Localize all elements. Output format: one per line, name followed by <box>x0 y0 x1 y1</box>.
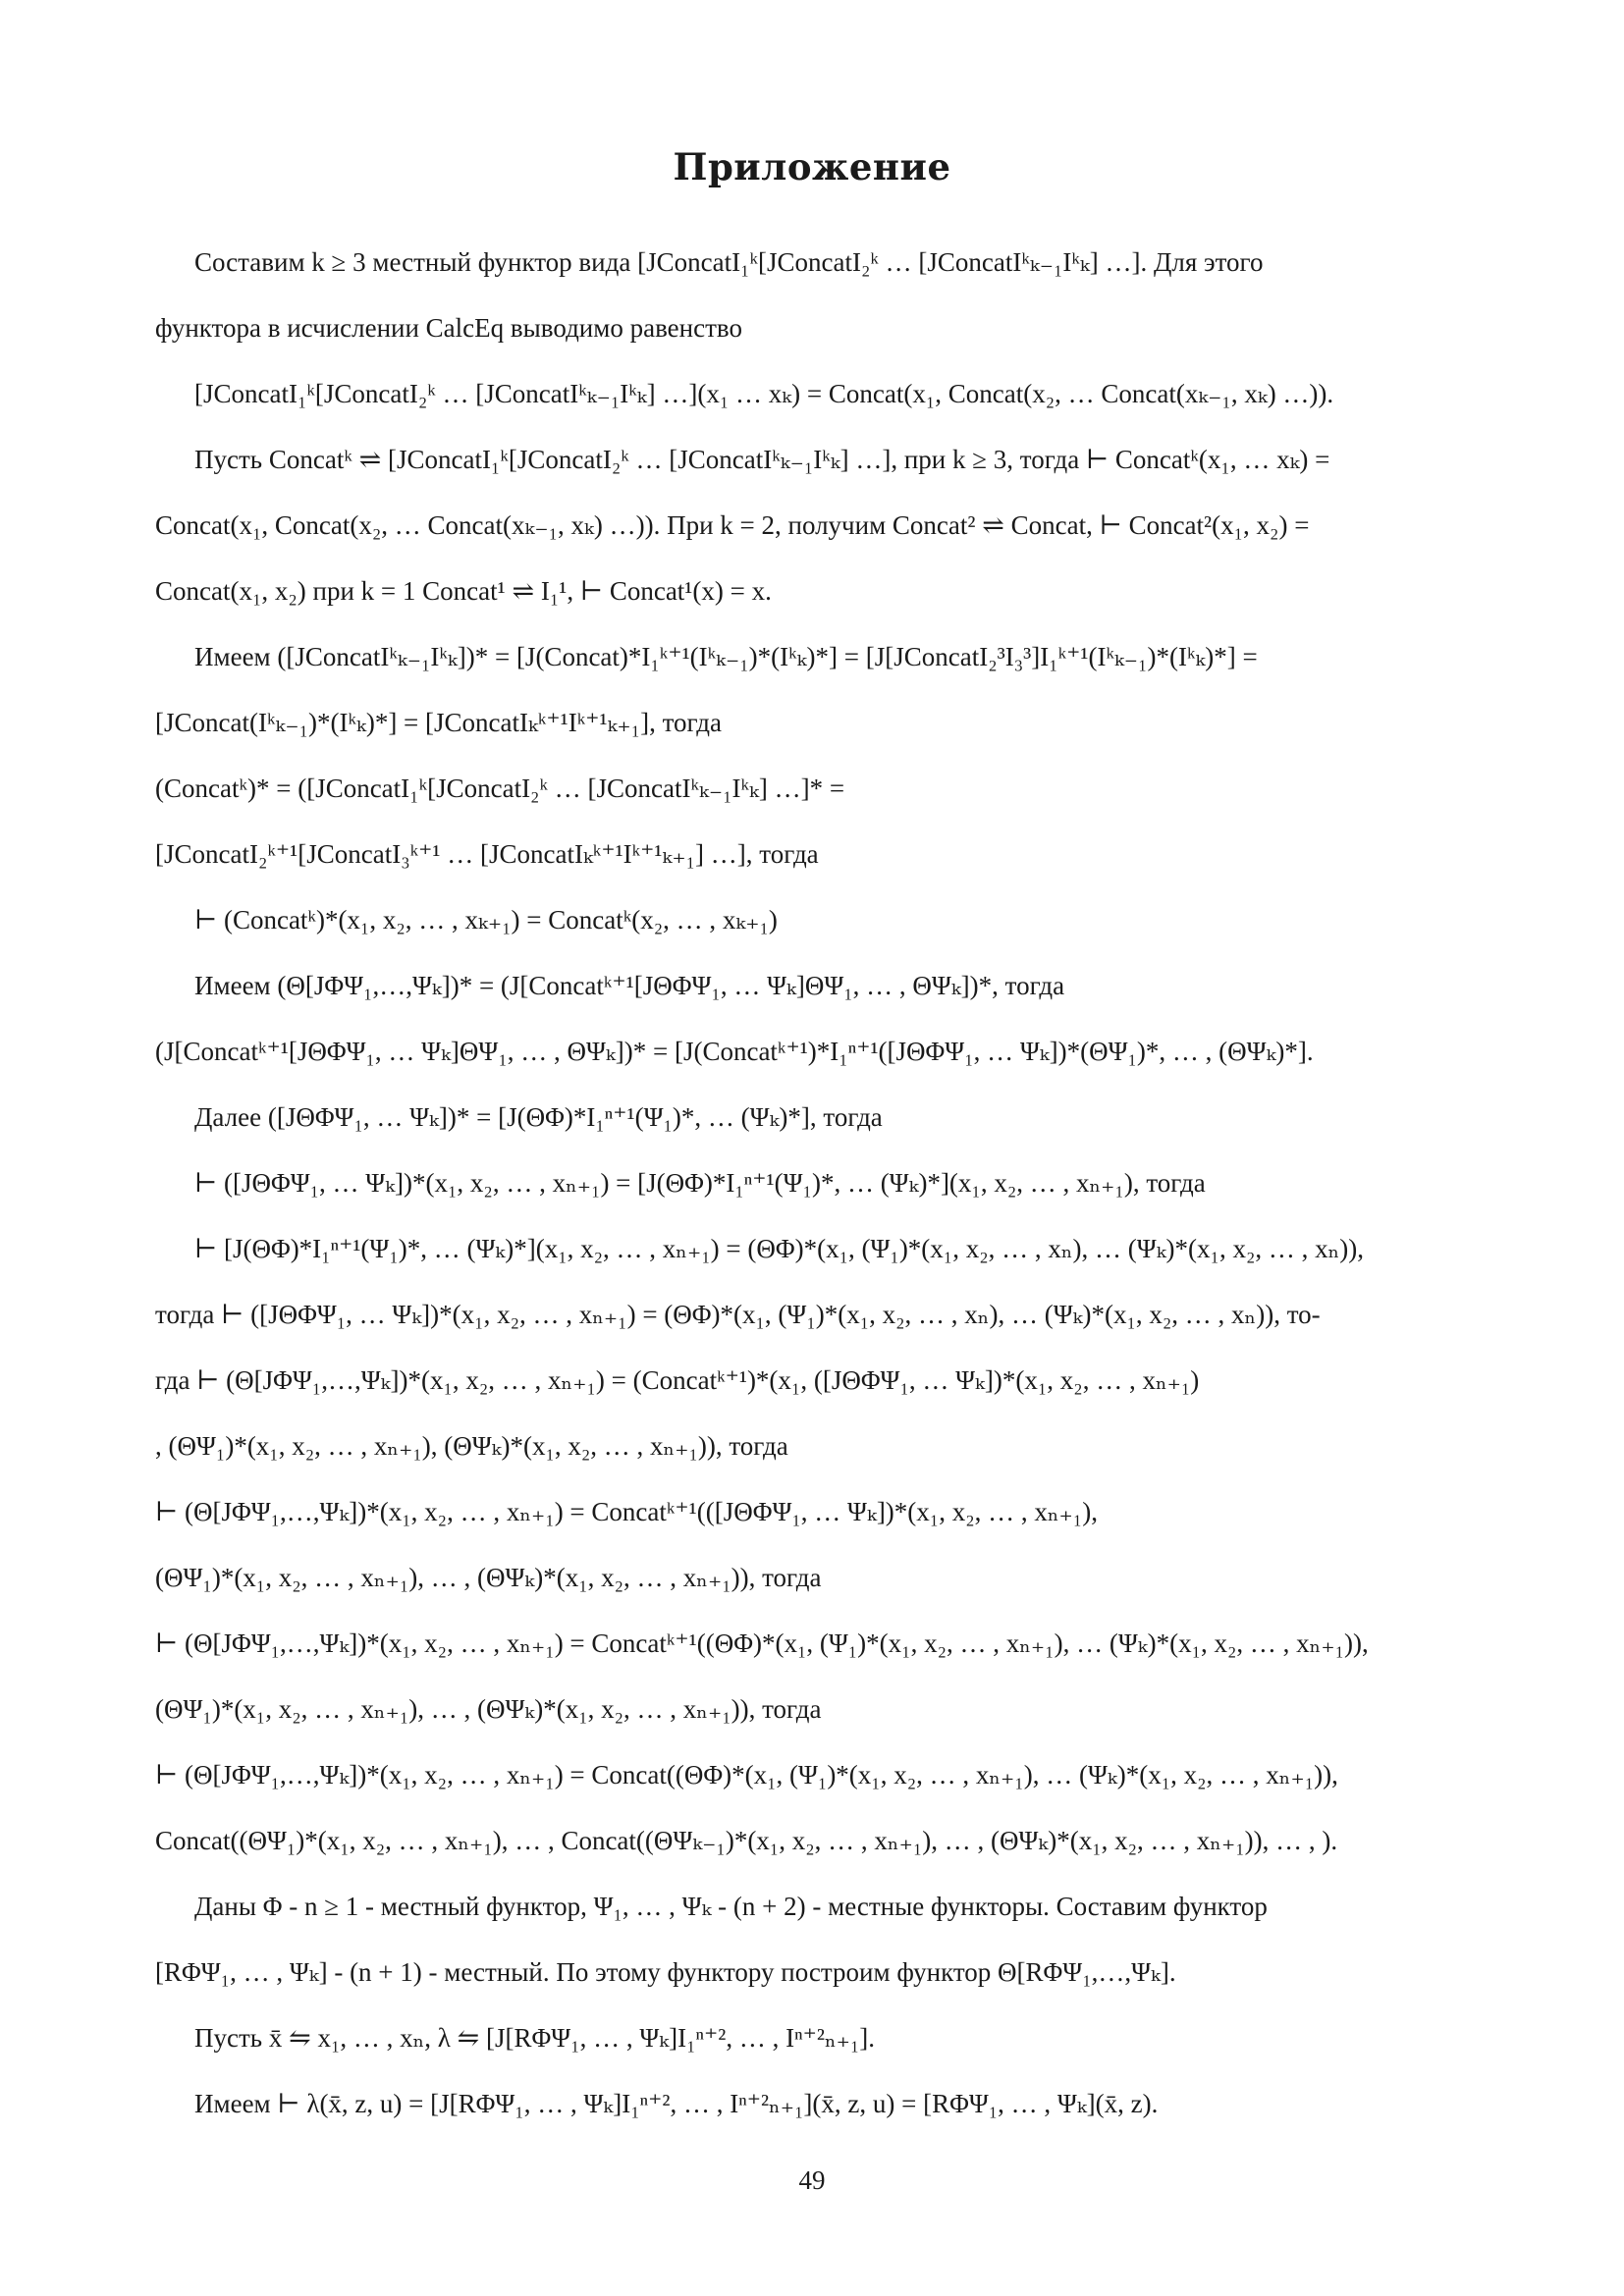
text-line: [RΦΨ₁, … , Ψₖ] - (n + 1) - местный. По этому функтору построим функтор Θ[RΦΨ₁,…,Ψₖ]. <box>155 1957 1176 1987</box>
text-line: Concat(x₁, x₂) при k = 1 Concat¹ ⇌ I₁¹, ⊢ Concat¹(x) = x. <box>155 576 772 606</box>
text-line: Имеем ⊢ λ(x̄, z, u) = [J[RΦΨ₁, … , Ψₖ]I₁ⁿ⁺², … , Iⁿ⁺²ₙ₊₁](x̄, z, u) = [RΦΨ₁, … , Ψₖ](x̄, z). <box>194 2089 1159 2118</box>
text-line: Составим k ≥ 3 местный функтор вида [JConcatI₁ᵏ[JConcatI₂ᵏ … [JConcatIᵏₖ₋₁Iᵏₖ] …]. Для этого <box>194 247 1264 277</box>
text-line: , (ΘΨ₁)*(x₁, x₂, … , xₙ₊₁), (ΘΨₖ)*(x₁, x₂, … , xₙ₊₁)), тогда <box>155 1431 788 1461</box>
text-line: Concat((ΘΨ₁)*(x₁, x₂, … , xₙ₊₁), … , Concat((ΘΨₖ₋₁)*(x₁, x₂, … , xₙ₊₁), … , (ΘΨₖ)*(x₁, x₂, … , xₙ₊₁)), … , ). <box>155 1826 1338 1855</box>
text-line: тогда ⊢ ([JΘΦΨ₁, … Ψₖ])*(x₁, x₂, … , xₙ₊₁) = (ΘΦ)*(x₁, (Ψ₁)*(x₁, x₂, … , xₙ), … (Ψₖ)*(x₁, x₂, … , xₙ)), то- <box>155 1300 1321 1329</box>
text-line: гда ⊢ (Θ[JΦΨ₁,…,Ψₖ])*(x₁, x₂, … , xₙ₊₁) = (Concatᵏ⁺¹)*(x₁, ([JΘΦΨ₁, … Ψₖ])*(x₁, x₂, … , xₙ₊₁) <box>155 1365 1200 1395</box>
text-line: [JConcatI₁ᵏ[JConcatI₂ᵏ … [JConcatIᵏₖ₋₁Iᵏₖ] …](x₁ … xₖ) = Concat(x₁, Concat(x₂, … Concat(xₖ₋₁, xₖ) …)). <box>194 379 1334 408</box>
text-line: Пусть Concatᵏ ⇌ [JConcatI₁ᵏ[JConcatI₂ᵏ … [JConcatIᵏₖ₋₁Iᵏₖ] …], при k ≥ 3, тогда ⊢ Concatᵏ(x₁, … xₖ) = <box>194 445 1330 474</box>
text-line: Имеем ([JConcatIᵏₖ₋₁Iᵏₖ])* = [J(Concat)*I₁ᵏ⁺¹(Iᵏₖ₋₁)*(Iᵏₖ)*] = [J[JConcatI₂³I₃³]I₁ᵏ⁺¹(Iᵏₖ₋₁)*(Iᵏₖ)*] = <box>194 642 1258 671</box>
text-line: Имеем (Θ[JΦΨ₁,…,Ψₖ])* = (J[Concatᵏ⁺¹[JΘΦΨ₁, … Ψₖ]ΘΨ₁, … , ΘΨₖ])*, тогда <box>194 971 1065 1000</box>
text-line: Даны Φ - n ≥ 1 - местный функтор, Ψ₁, … , Ψₖ - (n + 2) - местные функторы. Составим функтор <box>194 1892 1268 1921</box>
text-line: Далее ([JΘΦΨ₁, … Ψₖ])* = [J(ΘΦ)*I₁ⁿ⁺¹(Ψ₁)*, … (Ψₖ)*], тогда <box>194 1102 883 1132</box>
text-line: ⊢ (Θ[JΦΨ₁,…,Ψₖ])*(x₁, x₂, … , xₙ₊₁) = Concatᵏ⁺¹((ΘΦ)*(x₁, (Ψ₁)*(x₁, x₂, … , xₙ₊₁), … (Ψₖ)*(x₁, x₂, … , xₙ₊₁)), <box>155 1629 1369 1658</box>
page-number: 49 <box>798 2165 826 2195</box>
text-line: ⊢ [J(ΘΦ)*I₁ⁿ⁺¹(Ψ₁)*, … (Ψₖ)*](x₁, x₂, … , xₙ₊₁) = (ΘΦ)*(x₁, (Ψ₁)*(x₁, x₂, … , xₙ), … (Ψₖ)*(x₁, x₂, … , xₙ)), <box>194 1234 1365 1263</box>
text-line: Пусть x̄ ⇋ x₁, … , xₙ, λ ⇋ [J[RΦΨ₁, … , Ψₖ]I₁ⁿ⁺², … , Iⁿ⁺²ₙ₊₁]. <box>194 2023 876 2053</box>
text-line: ⊢ ([JΘΦΨ₁, … Ψₖ])*(x₁, x₂, … , xₙ₊₁) = [J(ΘΦ)*I₁ⁿ⁺¹(Ψ₁)*, … (Ψₖ)*](x₁, x₂, … , xₙ₊₁), тогда <box>194 1168 1206 1198</box>
text-line: ⊢ (Concatᵏ)*(x₁, x₂, … , xₖ₊₁) = Concatᵏ(x₂, … , xₖ₊₁) <box>194 905 778 934</box>
text-line: [JConcatI₂ᵏ⁺¹[JConcatI₃ᵏ⁺¹ … [JConcatIₖᵏ⁺¹Iᵏ⁺¹ₖ₊₁] …], тогда <box>155 839 819 869</box>
text-line: (ΘΨ₁)*(x₁, x₂, … , xₙ₊₁), … , (ΘΨₖ)*(x₁, x₂, … , xₙ₊₁)), тогда <box>155 1563 822 1592</box>
text-line: функтора в исчислении CalcEq выводимо равенство <box>155 313 742 343</box>
text-line: (J[Concatᵏ⁺¹[JΘΦΨ₁, … Ψₖ]ΘΨ₁, … , ΘΨₖ])* = [J(Concatᵏ⁺¹)*I₁ⁿ⁺¹([JΘΦΨ₁, … Ψₖ])*(ΘΨ₁)*, … , (ΘΨₖ)*]. <box>155 1037 1314 1066</box>
text-line: (ΘΨ₁)*(x₁, x₂, … , xₙ₊₁), … , (ΘΨₖ)*(x₁, x₂, … , xₙ₊₁)), тогда <box>155 1694 822 1724</box>
text-line: ⊢ (Θ[JΦΨ₁,…,Ψₖ])*(x₁, x₂, … , xₙ₊₁) = Concat((ΘΦ)*(x₁, (Ψ₁)*(x₁, x₂, … , xₙ₊₁), … (Ψₖ)*(x₁, x₂, … , xₙ₊₁)), <box>155 1760 1338 1789</box>
text-line: [JConcat(Iᵏₖ₋₁)*(Iᵏₖ)*] = [JConcatIₖᵏ⁺¹Iᵏ⁺¹ₖ₊₁], тогда <box>155 708 722 737</box>
text-line: Concat(x₁, Concat(x₂, … Concat(xₖ₋₁, xₖ) …)). При k = 2, получим Concat² ⇌ Concat, ⊢ Concat²(x₁, x₂) = <box>155 510 1310 540</box>
page-title: Приложение <box>673 145 951 188</box>
text-line: ⊢ (Θ[JΦΨ₁,…,Ψₖ])*(x₁, x₂, … , xₙ₊₁) = Concatᵏ⁺¹(([JΘΦΨ₁, … Ψₖ])*(x₁, x₂, … , xₙ₊₁), <box>155 1497 1098 1526</box>
text-line: (Concatᵏ)* = ([JConcatI₁ᵏ[JConcatI₂ᵏ … [JConcatIᵏₖ₋₁Iᵏₖ] …]* = <box>155 774 845 803</box>
